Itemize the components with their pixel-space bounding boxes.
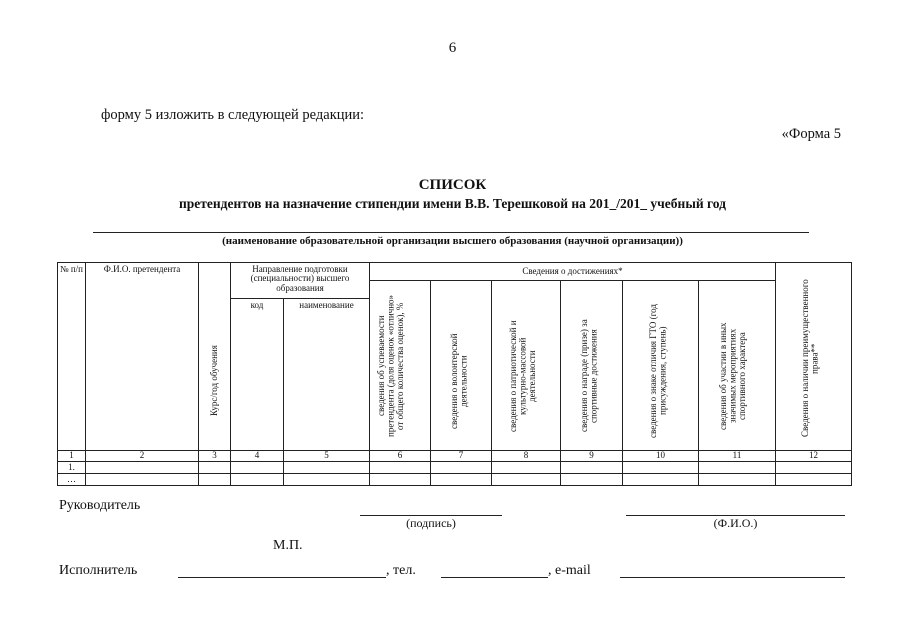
header-no: № п/п: [58, 263, 86, 451]
colnum: 10: [623, 450, 699, 461]
phone-line: [441, 577, 548, 578]
colnum: 8: [492, 450, 561, 461]
colnum: 12: [776, 450, 852, 461]
row-number: 1.: [58, 461, 86, 473]
page-number: 6: [448, 40, 457, 56]
header-name: наименование: [284, 299, 370, 451]
header-achievements: Сведения о достижениях*: [370, 263, 776, 281]
colnum: 5: [284, 450, 370, 461]
signature-caption: (подпись): [406, 516, 456, 530]
header-patriotic: [492, 281, 561, 451]
header-priority: [776, 263, 852, 451]
header-academic: [370, 281, 431, 451]
stamp-label: М.П.: [273, 538, 303, 553]
header-direction: Направление подготовки (специальности) высшего образования: [231, 263, 370, 299]
header-gto: [623, 281, 699, 451]
header-patriotic-text: сведения о патриотической и культурно-массовой деятельности: [508, 320, 537, 433]
colnum: 11: [699, 450, 776, 461]
colnum: 7: [431, 450, 492, 461]
email-label: , e-mail: [548, 563, 591, 578]
row-number: …: [58, 473, 86, 485]
phone-label: , тел.: [386, 563, 416, 578]
table-row: [58, 473, 852, 485]
document-subtitle: претендентов на назначение стипендии имени В.В. Терешковой на 201_/201_ учебный год: [178, 196, 726, 211]
candidates-table: [57, 262, 851, 486]
colnum: 4: [231, 450, 284, 461]
column-numbers-row: [58, 450, 852, 461]
header-code: код: [231, 299, 284, 451]
colnum: 6: [370, 450, 431, 461]
executor-line: [178, 577, 386, 578]
org-caption: (наименование образовательной организации высшего образования (научной организации)): [222, 235, 683, 247]
header-volunteer-text: сведения о волонтерской деятельности: [449, 333, 469, 430]
colnum: 9: [561, 450, 623, 461]
header-award-text: сведения о награде (призе) за спортивные достижения: [578, 320, 598, 433]
colnum: 1: [58, 450, 86, 461]
header-award: [561, 281, 623, 451]
fio-caption: (Ф.И.О.): [713, 516, 758, 530]
header-academic-text: сведения об успеваемости претендента (доля оценок «отлично» от общего количества оценок), %: [376, 295, 405, 438]
form-label: «Форма 5: [781, 126, 841, 142]
header-volunteer: [431, 281, 492, 451]
header-priority-text: Сведения о наличии преимущественного права**: [799, 280, 819, 438]
header-events: [699, 281, 776, 451]
intro-text: форму 5 изложить в следующей редакции:: [101, 107, 365, 123]
header-fio: Ф.И.О. претендента: [86, 263, 199, 451]
colnum: 2: [86, 450, 199, 461]
header-gto-text: сведения о знаке отличия ГТО (год присуждения, ступень): [647, 304, 667, 439]
table-row: [58, 461, 852, 473]
colnum: 3: [199, 450, 231, 461]
org-name-line: [93, 232, 809, 233]
header-course: [199, 263, 231, 451]
head-label: Руководитель: [59, 498, 141, 513]
header-course-text: Курс/год обучения: [208, 345, 219, 417]
email-line: [620, 577, 845, 578]
executor-label: Исполнитель: [59, 563, 138, 578]
header-events-text: сведения об участии в иных значимых мероприятиях спортивного характера: [718, 322, 747, 431]
document-title: СПИСОК: [418, 177, 487, 193]
